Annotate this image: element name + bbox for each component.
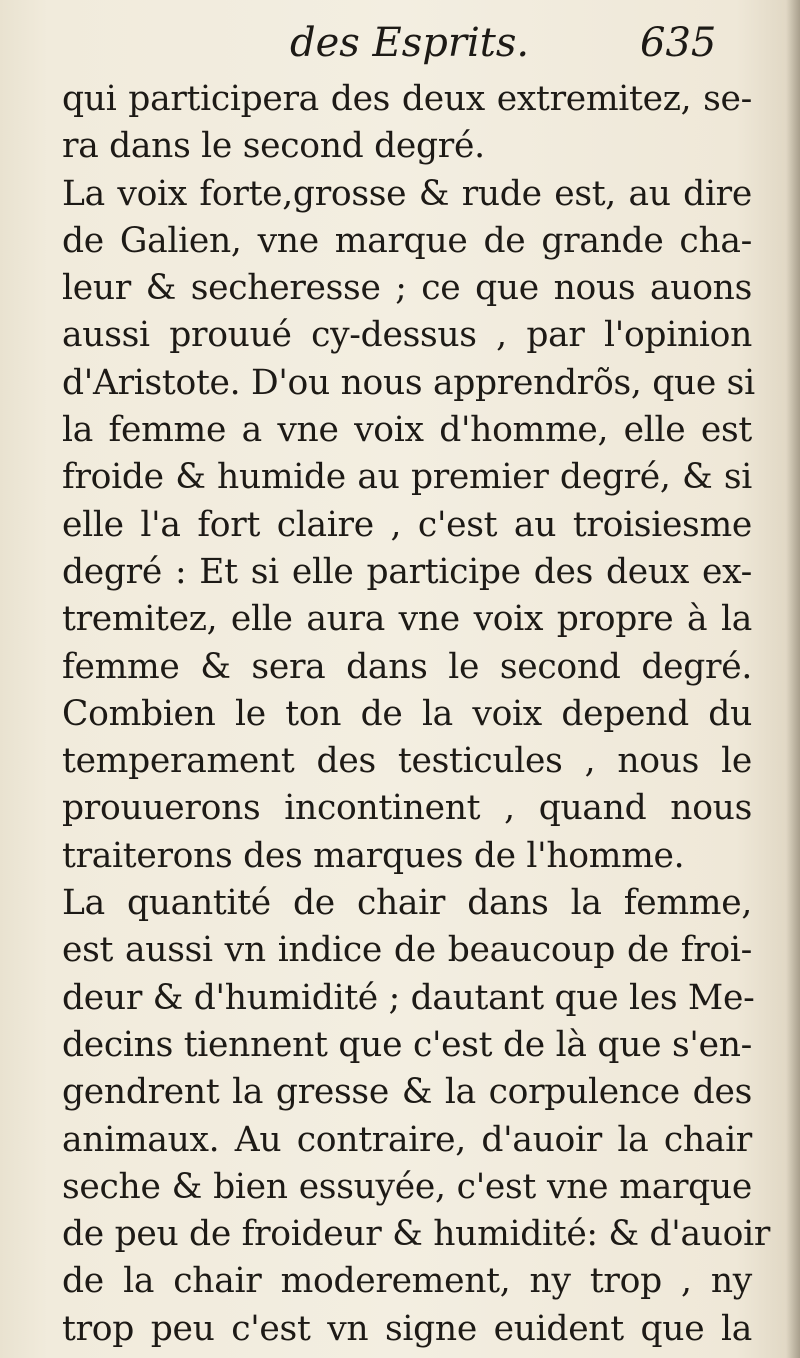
text-line: gendrent la gresse & la corpulence des (62, 1072, 752, 1113)
text-line: de Galien, vne marque de grande cha- (62, 220, 752, 261)
text-line: trop peu c'est vn signe euident que la (62, 1308, 752, 1349)
text-line: leur & secheresse ; ce que nous auons (62, 268, 752, 309)
text-line: traiterons des marques de l'homme. (62, 835, 685, 876)
text-line: La quantité de chair dans la femme, (62, 883, 752, 924)
text-line: de la chair moderement, ny trop , ny (62, 1261, 752, 1302)
text-line: est aussi vn indice de beaucoup de froi- (62, 930, 752, 971)
text-line: animaux. Au contraire, d'auoir la chair (62, 1119, 752, 1160)
text-line: de peu de froideur & humidité: & d'auoir (62, 1214, 771, 1255)
text-line: tremitez, elle aura vne voix propre à la (62, 599, 752, 640)
text-line: la femme a vne voix d'homme, elle est (62, 410, 752, 451)
text-line: temperament des testicules , nous le (62, 741, 752, 782)
text-line: deur & d'humidité ; dautant que les Me- (62, 977, 755, 1018)
text-line: aussi prouué cy-dessus , par l'opinion (62, 315, 752, 356)
text-line: femme & sera dans le second degré. (62, 646, 752, 687)
text-line: seche & bien essuyée, c'est vne marque (62, 1166, 752, 1207)
text-line: froide & humide au premier degré, & si (62, 457, 752, 498)
text-line: Combien le ton de la voix depend du (62, 693, 752, 734)
page-header (0, 14, 800, 74)
page-number: 635 (640, 20, 717, 66)
text-line: qui participera des deux extremitez, se- (62, 79, 752, 119)
text-line: decins tiennent que c'est de là que s'en- (62, 1024, 752, 1065)
page-edge-shadow (786, 0, 800, 1358)
text-line: prouuerons incontinent , quand nous (62, 788, 752, 829)
text-line: La voix forte,grosse & rude est, au dire (62, 173, 752, 214)
text-line: d'Aristote. D'ou nous apprendrõs, que si (62, 362, 755, 403)
text-line: ra dans le second degré. (62, 126, 485, 167)
text-line: degré : Et si elle participe des deux ex- (62, 551, 752, 592)
body-text (62, 76, 771, 1353)
running-title: des Esprits. (290, 20, 530, 66)
text-line: elle l'a fort claire , c'est au troisiesme (62, 504, 752, 545)
